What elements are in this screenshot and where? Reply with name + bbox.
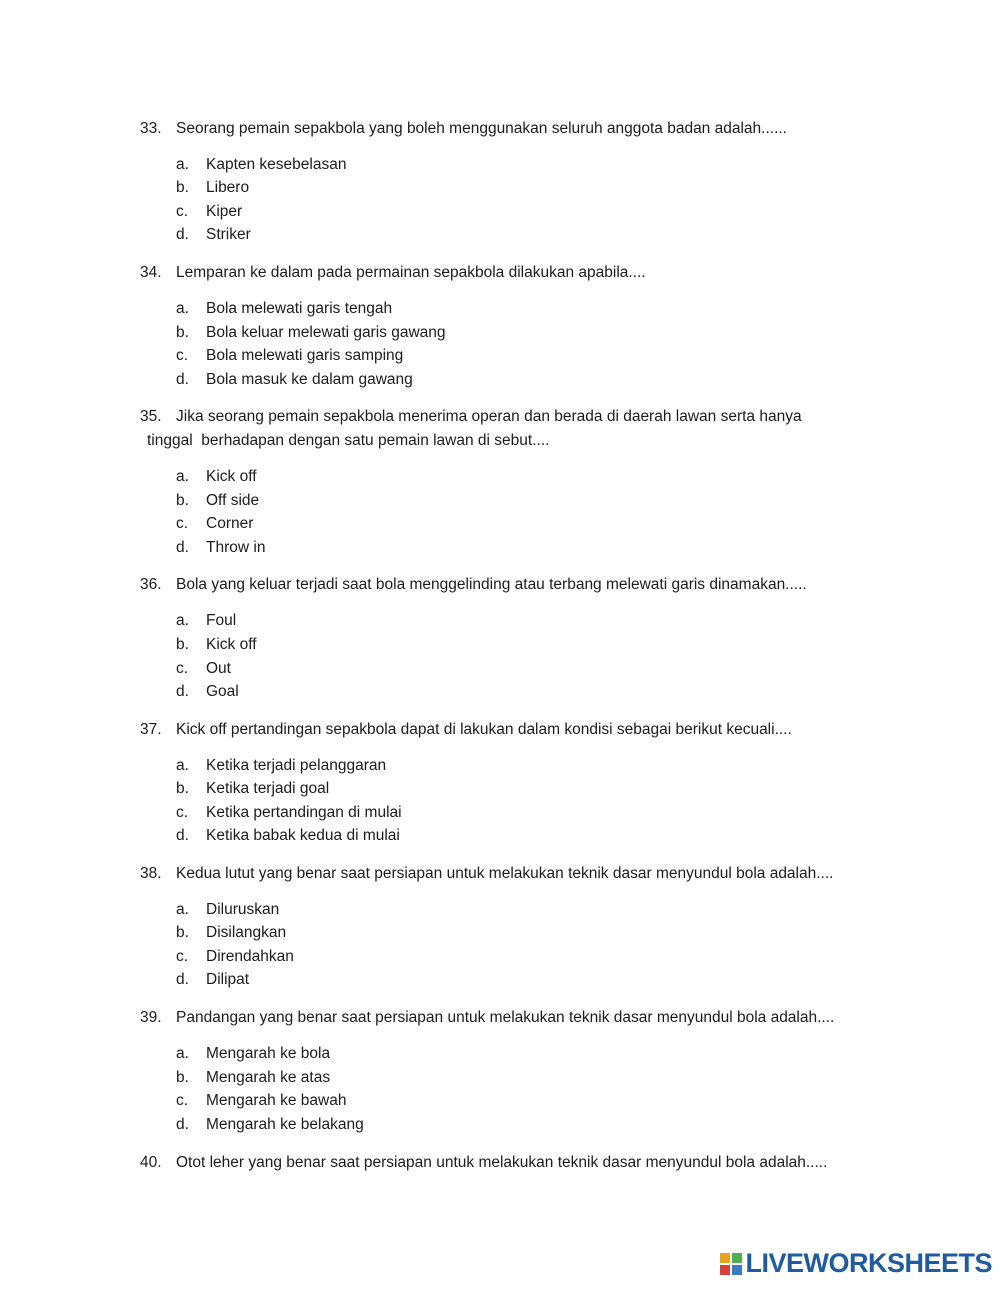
- option-letter: a.: [176, 612, 189, 629]
- option-text: Libero: [206, 179, 250, 196]
- question-text: Jika seorang pemain sepakbola menerima operan dan berada di daerah lawan serta hanya: [176, 408, 802, 425]
- option-text: Off side: [206, 492, 260, 509]
- option-letter: b.: [176, 324, 189, 341]
- option-letter: b.: [176, 924, 189, 941]
- option-letter: c.: [176, 515, 189, 532]
- logo-block: [720, 1265, 730, 1275]
- option-39-d[interactable]: [176, 1114, 364, 1136]
- option-33-d[interactable]: [176, 224, 251, 246]
- question-number: 33.: [140, 120, 162, 137]
- option-36-a[interactable]: [176, 610, 236, 632]
- question-text: Seorang pemain sepakbola yang boleh menggunakan seluruh anggota badan adalah......: [176, 120, 787, 137]
- question-37: [140, 718, 900, 742]
- option-37-c[interactable]: [176, 802, 402, 824]
- question-text: Kedua lutut yang benar saat persiapan untuk melakukan teknik dasar menyundul bola adalah....: [176, 865, 834, 882]
- option-letter: b.: [176, 780, 189, 797]
- option-letter: d.: [176, 971, 189, 988]
- option-text: Mengarah ke belakang: [206, 1116, 364, 1133]
- option-39-c[interactable]: [176, 1090, 346, 1112]
- question-39: [140, 1006, 900, 1030]
- option-letter: d.: [176, 1116, 189, 1133]
- option-letter: b.: [176, 1069, 189, 1086]
- option-33-a[interactable]: [176, 154, 346, 176]
- option-letter: d.: [176, 827, 189, 844]
- option-36-d[interactable]: [176, 681, 239, 703]
- option-letter: c.: [176, 660, 189, 677]
- option-letter: a.: [176, 300, 189, 317]
- option-text: Bola masuk ke dalam gawang: [206, 371, 413, 388]
- option-text: Ketika pertandingan di mulai: [206, 804, 402, 821]
- option-letter: a.: [176, 156, 189, 173]
- logo-blocks-icon: [720, 1253, 742, 1275]
- option-letter: a.: [176, 468, 189, 485]
- liveworksheets-logo[interactable]: [720, 1248, 992, 1279]
- option-38-c[interactable]: [176, 946, 294, 968]
- question-40: [140, 1151, 900, 1175]
- option-35-b[interactable]: [176, 490, 259, 512]
- option-letter: a.: [176, 901, 189, 918]
- option-text: Diluruskan: [206, 901, 280, 918]
- question-number: 38.: [140, 865, 162, 882]
- question-text: Lemparan ke dalam pada permainan sepakbola dilakukan apabila....: [176, 264, 646, 281]
- question-number: 35.: [140, 408, 162, 425]
- question-number: 37.: [140, 721, 162, 738]
- option-letter: d.: [176, 371, 189, 388]
- option-33-c[interactable]: [176, 201, 242, 223]
- question-34: [140, 261, 900, 285]
- option-34-c[interactable]: [176, 345, 403, 367]
- option-text: Ketika terjadi pelanggaran: [206, 757, 387, 774]
- question-text: Otot leher yang benar saat persiapan untuk melakukan teknik dasar menyundul bola adalah.....: [176, 1154, 828, 1171]
- logo-block: [732, 1265, 742, 1275]
- option-text: Bola keluar melewati garis gawang: [206, 324, 446, 341]
- option-36-c[interactable]: [176, 658, 231, 680]
- option-text: Direndahkan: [206, 948, 294, 965]
- option-34-a[interactable]: [176, 298, 392, 320]
- option-letter: b.: [176, 636, 189, 653]
- option-34-b[interactable]: [176, 322, 446, 344]
- option-text: Out: [206, 660, 231, 677]
- question-text: Bola yang keluar terjadi saat bola menggelinding atau terbang melewati garis dinamakan.....: [176, 576, 807, 593]
- option-letter: c.: [176, 804, 189, 821]
- option-letter: b.: [176, 179, 189, 196]
- option-37-b[interactable]: [176, 778, 329, 800]
- option-text: Dilipat: [206, 971, 250, 988]
- option-letter: c.: [176, 1092, 189, 1109]
- option-35-a[interactable]: [176, 466, 257, 488]
- logo-block: [732, 1253, 742, 1263]
- option-text: Kick off: [206, 468, 257, 485]
- option-text: Bola melewati garis tengah: [206, 300, 393, 317]
- question-36: [140, 573, 900, 597]
- logo-text: LIVEWORKSHEETS: [745, 1248, 992, 1278]
- option-letter: b.: [176, 492, 189, 509]
- option-text: Striker: [206, 226, 251, 243]
- option-39-a[interactable]: [176, 1043, 330, 1065]
- option-text: Kick off: [206, 636, 257, 653]
- option-letter: d.: [176, 226, 189, 243]
- question-35: [140, 405, 900, 429]
- question-33: [140, 117, 900, 141]
- option-35-c[interactable]: [176, 513, 253, 535]
- option-text: Goal: [206, 683, 239, 700]
- question-number: 40.: [140, 1154, 162, 1171]
- option-text: Throw in: [206, 539, 266, 556]
- question-text: Kick off pertandingan sepakbola dapat di lakukan dalam kondisi sebagai berikut kecuali....: [176, 721, 792, 738]
- option-letter: c.: [176, 347, 189, 364]
- question-number: 34.: [140, 264, 162, 281]
- question-text: Pandangan yang benar saat persiapan untuk melakukan teknik dasar menyundul bola adalah....: [176, 1009, 835, 1026]
- question-number: 39.: [140, 1009, 162, 1026]
- option-36-b[interactable]: [176, 634, 257, 656]
- option-37-d[interactable]: [176, 825, 400, 847]
- option-37-a[interactable]: [176, 755, 386, 777]
- option-text: Disilangkan: [206, 924, 287, 941]
- question-38: [140, 862, 900, 886]
- option-38-d[interactable]: [176, 969, 249, 991]
- option-34-d[interactable]: [176, 369, 413, 391]
- option-letter: d.: [176, 539, 189, 556]
- option-35-d[interactable]: [176, 537, 265, 559]
- option-text: Bola melewati garis samping: [206, 347, 404, 364]
- question-number: 36.: [140, 576, 162, 593]
- option-33-b[interactable]: [176, 177, 249, 199]
- option-38-a[interactable]: [176, 899, 279, 921]
- option-text: Foul: [206, 612, 237, 629]
- option-letter: a.: [176, 1045, 189, 1062]
- option-text: Mengarah ke atas: [206, 1069, 331, 1086]
- option-letter: d.: [176, 683, 189, 700]
- option-text: Mengarah ke bawah: [206, 1092, 347, 1109]
- option-text: Mengarah ke bola: [206, 1045, 331, 1062]
- option-text: Corner: [206, 515, 254, 532]
- option-letter: c.: [176, 948, 189, 965]
- option-letter: a.: [176, 757, 189, 774]
- option-text: Ketika babak kedua di mulai: [206, 827, 400, 844]
- option-38-b[interactable]: [176, 922, 286, 944]
- option-text: Ketika terjadi goal: [206, 780, 330, 797]
- logo-block: [720, 1253, 730, 1263]
- option-39-b[interactable]: [176, 1067, 330, 1089]
- option-text: Kapten kesebelasan: [206, 156, 347, 173]
- question-35-continuation: tinggal berhadapan dengan satu pemain lawan di sebut....: [147, 432, 550, 449]
- option-letter: c.: [176, 203, 189, 220]
- option-text: Kiper: [206, 203, 243, 220]
